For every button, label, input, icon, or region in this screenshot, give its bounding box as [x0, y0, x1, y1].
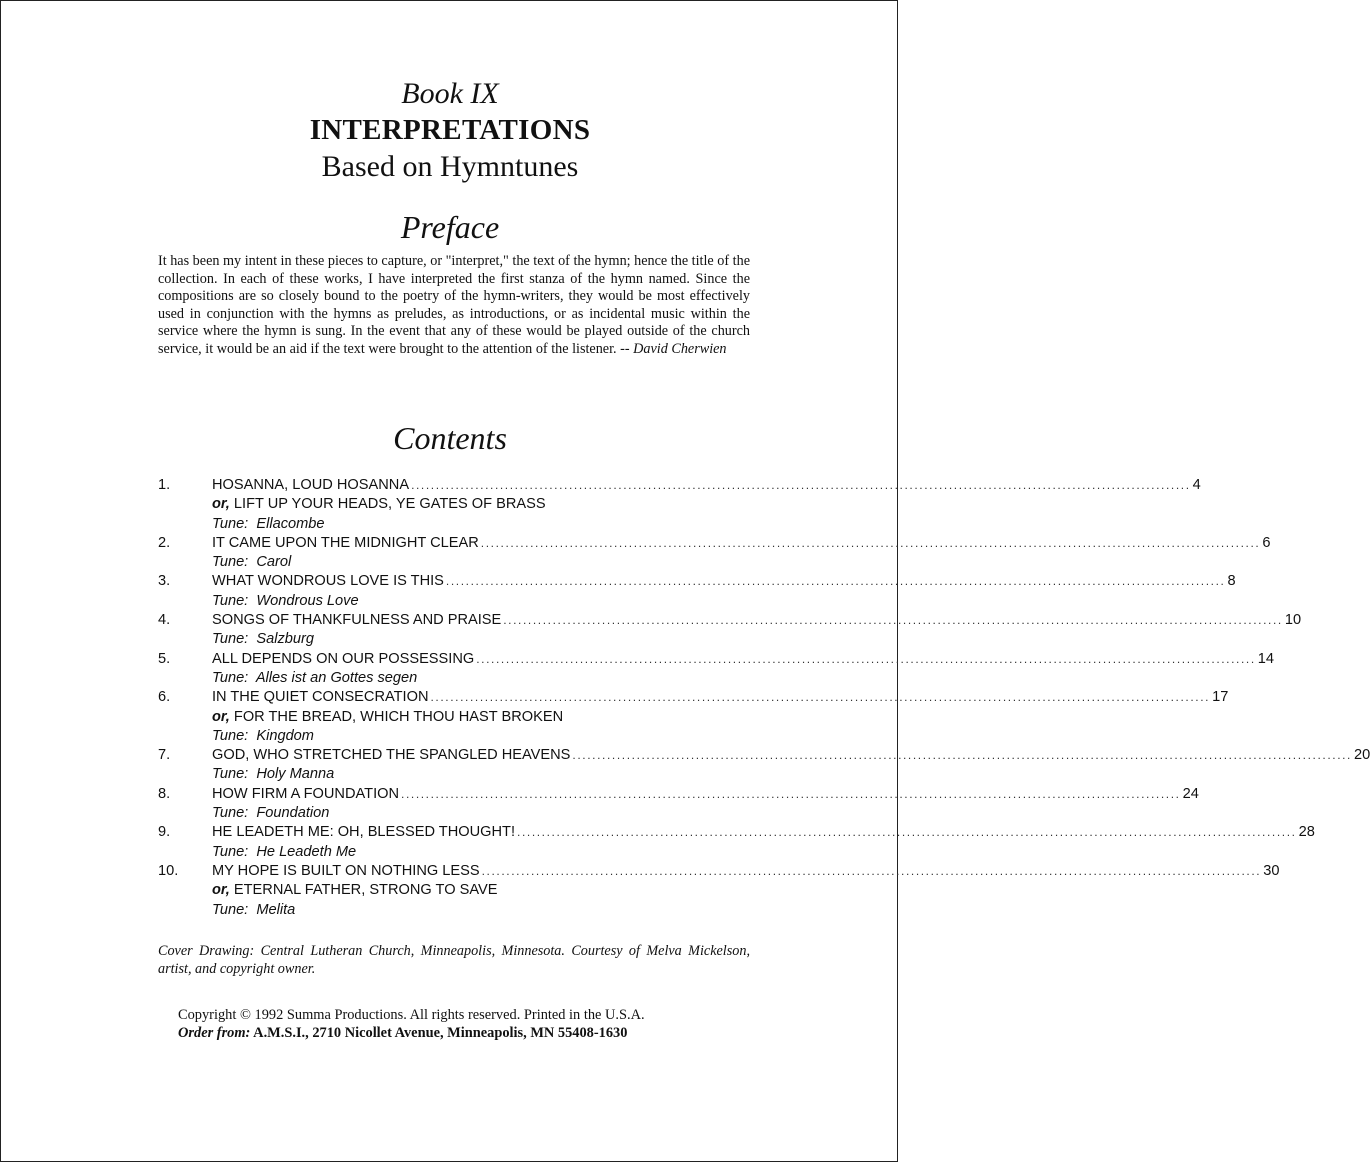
tune-label: Tune: — [212, 592, 249, 609]
entry-page-number: 6 — [1262, 534, 1271, 551]
entry-page-number: 20 — [1354, 747, 1370, 764]
cover-credit: Cover Drawing: Central Lutheran Church, Minneapolis, Minnesota. Courtesy of Melva Mickelson, artist, and copyright owner. — [158, 943, 750, 977]
entry-tune — [212, 901, 295, 920]
tune-name: Kingdom — [256, 727, 314, 744]
copyright-line: Copyright © 1992 Summa Productions. All rights reserved. Printed in the U.S.A. — [178, 1007, 645, 1023]
tune-label: Tune: — [212, 901, 249, 918]
contents-entry — [158, 650, 1275, 689]
order-line — [178, 1024, 738, 1042]
entry-title: IN THE QUIET CONSECRATION — [212, 689, 429, 706]
tune-label: Tune: — [212, 766, 249, 783]
entry-title: MY HOPE IS BUILT ON NOTHING LESS — [212, 862, 480, 879]
tune-name: Foundation — [256, 805, 330, 822]
entry-tune — [212, 669, 417, 688]
dot-leader: .............................................................................................................................................................. — [411, 478, 1191, 492]
entry-title: WHAT WONDROUS LOVE IS THIS — [212, 573, 444, 590]
entry-number: 5. — [158, 650, 171, 667]
tune-name: Salzburg — [256, 631, 314, 648]
preface-heading: Preface — [400, 209, 500, 245]
entry-title-line — [158, 476, 1201, 495]
entry-number: 8. — [158, 785, 171, 802]
entry-tune-line — [158, 804, 742, 823]
entry-title: SONGS OF THANKFULNESS AND PRAISE — [212, 612, 502, 629]
entry-alt-title: LIFT UP YOUR HEADS, YE GATES OF BRASS — [233, 496, 546, 513]
entry-title-row — [212, 611, 1302, 630]
entry-number: 10. — [158, 862, 179, 879]
contents-entry — [158, 611, 1302, 650]
preface-body: It has been my intent in these pieces to capture, or "interpret," the text of the hymn; hence the title of the collection. In each of these works, I have interpreted the first stanza of the hymn named. Since the compositions are so closely bound to the poetry of the hymn-writers, they would be most effectively used in conjunction with the hymns as preludes, as introductions, or as incidental music within the service where the hymn is sung. In the event that any of these would be played outside of the church service, it would be an aid if the text were brought to the attention of the listener. -- — [158, 253, 750, 357]
tune-label: Tune: — [212, 805, 249, 822]
entry-title-row — [212, 476, 1201, 495]
contents-entry — [158, 572, 1236, 611]
contents-entry — [158, 862, 1280, 920]
entry-page-number: 28 — [1298, 824, 1315, 841]
entry-title-line — [158, 572, 1236, 591]
dot-leader: .............................................................................................................................................................. — [572, 748, 1352, 763]
tune-label: Tune: — [212, 727, 249, 744]
entry-page-number: 14 — [1257, 650, 1275, 667]
entry-title-row — [212, 862, 1280, 881]
entry-alt — [212, 708, 563, 727]
tune-name: Ellacombe — [256, 515, 325, 532]
entry-tune-line — [158, 553, 742, 572]
title-block — [0, 76, 900, 186]
tune-name: Carol — [256, 554, 292, 571]
entry-number: 3. — [158, 573, 171, 590]
entry-tune — [212, 843, 356, 862]
or-label: or, — [212, 708, 230, 725]
preface-author: David Cherwien — [633, 340, 727, 357]
entry-alt — [212, 881, 497, 900]
entry-tune-line — [158, 765, 742, 784]
entry-tune — [212, 804, 329, 823]
entry-tune-line — [158, 592, 742, 611]
entry-number: 2. — [158, 534, 171, 551]
entry-alt-title: ETERNAL FATHER, STRONG TO SAVE — [233, 882, 498, 899]
entry-number: 9. — [158, 824, 171, 841]
entry-tune-line — [158, 727, 742, 746]
tune-label: Tune: — [212, 554, 249, 571]
entry-tune — [212, 592, 359, 611]
entry-title-row — [212, 746, 1370, 765]
dot-leader: .............................................................................................................................................................. — [517, 825, 1297, 840]
entry-number: 4. — [158, 612, 171, 629]
dot-leader: .............................................................................................................................................................. — [476, 651, 1256, 666]
entry-title-row — [212, 572, 1236, 591]
entry-number: 1. — [158, 477, 171, 493]
entry-page-number: 17 — [1212, 689, 1229, 706]
entry-title-row — [212, 823, 1315, 842]
entry-title-line — [158, 785, 1199, 804]
copyright-block — [178, 1006, 738, 1042]
dot-leader: .............................................................................................................................................................. — [503, 613, 1283, 628]
entry-title: HE LEADETH ME: OH, BLESSED THOUGHT! — [212, 824, 516, 841]
entry-title-line — [158, 688, 1229, 707]
contents-heading: Contents — [393, 420, 507, 456]
contents-entry — [158, 476, 1201, 534]
entry-page-number: 30 — [1263, 862, 1280, 879]
tune-name: He Leadeth Me — [256, 843, 357, 860]
dot-leader: .............................................................................................................................................................. — [430, 690, 1211, 705]
contents-list — [158, 476, 1370, 920]
entry-number: 6. — [158, 689, 171, 706]
entry-title-line — [158, 611, 1302, 630]
entry-page-number: 24 — [1182, 785, 1199, 802]
entry-tune-line — [158, 669, 742, 688]
tune-name: Alles ist an Gottes segen — [255, 669, 418, 686]
entry-title-row — [212, 650, 1275, 669]
entry-tune — [212, 515, 325, 534]
or-label: or, — [212, 496, 230, 513]
entry-alt-line — [158, 881, 742, 900]
entry-title-line — [158, 534, 1271, 553]
entry-title: ALL DEPENDS ON OUR POSSESSING — [212, 650, 475, 667]
entry-alt-line — [158, 495, 742, 514]
tune-name: Wondrous Love — [256, 592, 359, 609]
contents-entry — [158, 785, 1199, 824]
entry-title-line — [158, 650, 1275, 669]
tune-label: Tune: — [212, 631, 249, 648]
entry-title: HOW FIRM A FOUNDATION — [212, 785, 400, 802]
entry-page-number: 8 — [1227, 573, 1236, 590]
entry-page-number: 4 — [1192, 477, 1201, 493]
entry-page-number: 10 — [1284, 612, 1302, 629]
entry-title-row — [212, 785, 1199, 804]
preface-text — [158, 253, 750, 359]
entry-number: 7. — [158, 747, 171, 764]
subtitle: Based on Hymntunes — [321, 150, 579, 183]
entry-title-row — [212, 688, 1229, 707]
entry-tune-line — [158, 901, 742, 920]
dot-leader: .............................................................................................................................................................. — [445, 574, 1226, 589]
contents-entry — [158, 534, 1271, 573]
tune-label: Tune: — [212, 669, 249, 686]
entry-title: IT CAME UPON THE MIDNIGHT CLEAR — [212, 534, 479, 551]
entry-title-line — [158, 862, 1280, 881]
or-label: or, — [212, 882, 230, 899]
dot-leader: .............................................................................................................................................................. — [481, 863, 1262, 878]
entry-tune — [212, 727, 314, 746]
entry-title: HOSANNA, LOUD HOSANNA — [212, 477, 410, 493]
dot-leader: .............................................................................................................................................................. — [401, 786, 1181, 801]
contents-entry — [158, 746, 1370, 785]
entry-title-row — [212, 534, 1271, 553]
entry-title-line — [158, 746, 1370, 765]
main-title: INTERPRETATIONS — [309, 114, 591, 146]
entry-tune — [212, 630, 314, 649]
book-label: Book IX — [401, 77, 499, 110]
contents-entry — [158, 823, 1315, 862]
entry-tune — [212, 553, 291, 572]
entry-tune-line — [158, 843, 742, 862]
tune-name: Melita — [256, 901, 296, 918]
tune-name: Holy Manna — [256, 766, 335, 783]
contents-entry — [158, 688, 1229, 746]
order-address: A.M.S.I., 2710 Nicollet Avenue, Minneapolis, MN 55408-1630 — [253, 1025, 628, 1041]
entry-alt-line — [158, 708, 742, 727]
entry-alt — [212, 495, 546, 514]
entry-title: GOD, WHO STRETCHED THE SPANGLED HEAVENS — [212, 747, 571, 764]
entry-alt-title: FOR THE BREAD, WHICH THOU HAST BROKEN — [233, 708, 564, 725]
entry-tune — [212, 765, 334, 784]
order-label: Order from: — [178, 1025, 251, 1041]
tune-label: Tune: — [212, 515, 249, 532]
entry-tune-line — [158, 515, 742, 534]
tune-label: Tune: — [212, 843, 249, 860]
entry-title-line — [158, 823, 1315, 842]
entry-tune-line — [158, 630, 742, 649]
dot-leader: .............................................................................................................................................................. — [480, 535, 1261, 550]
